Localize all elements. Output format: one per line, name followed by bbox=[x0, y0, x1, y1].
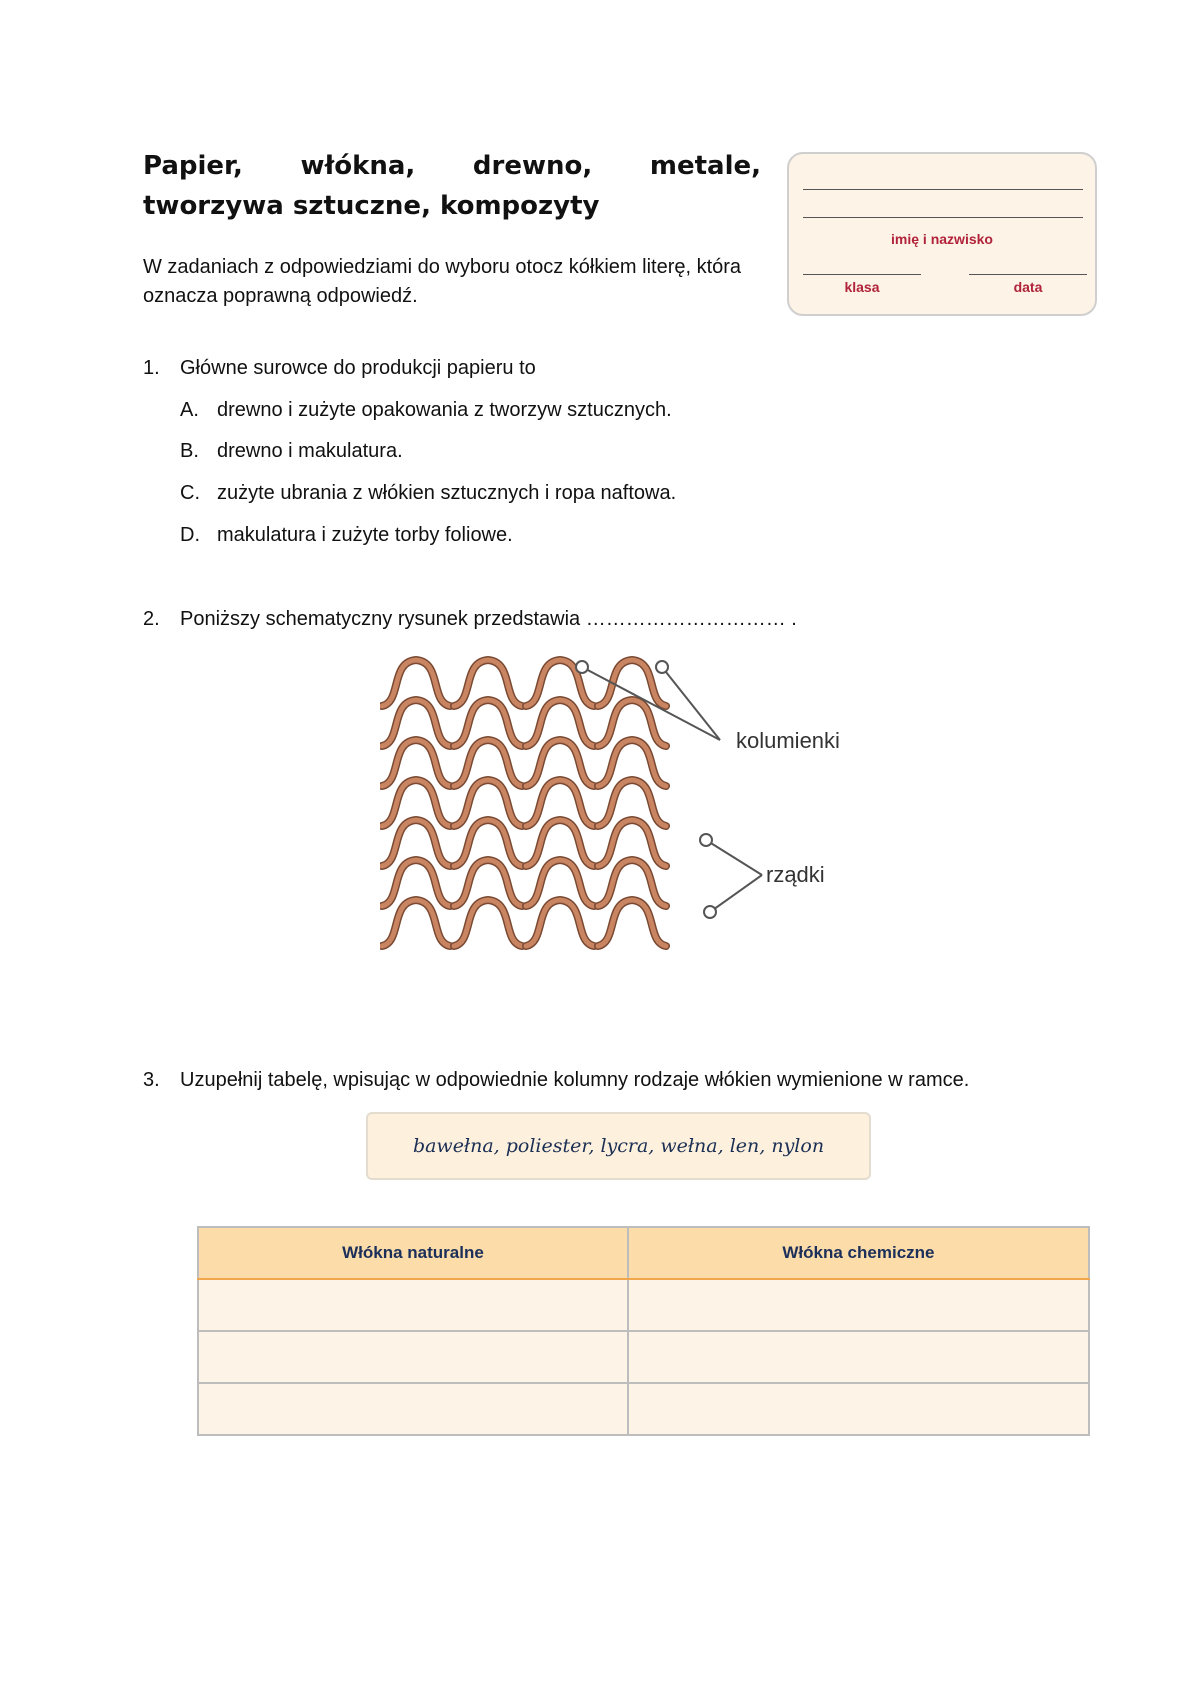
question-number: 1. bbox=[143, 357, 160, 379]
yarn-loop bbox=[382, 900, 450, 946]
table-row bbox=[198, 1279, 1089, 1331]
answer-cell-natural[interactable] bbox=[198, 1279, 628, 1331]
table-header-row bbox=[198, 1227, 1089, 1279]
yarn-loops bbox=[382, 660, 666, 946]
instruction-text: W zadaniach z odpowiedziami do wyboru otocz kółkiem literę, która oznacza poprawną odpowiedź. bbox=[143, 256, 742, 307]
page-title: Papier, włókna, drewno, metale, tworzywa sztuczne, kompozyty bbox=[143, 151, 761, 221]
option-text: zużyte ubrania z włókien sztucznych i ropa naftowa. bbox=[217, 482, 677, 504]
option-letter: D. bbox=[180, 524, 200, 546]
header-chemical-fibers: Włókna chemiczne bbox=[628, 1227, 1089, 1279]
question-text: Główne surowce do produkcji papieru to bbox=[180, 357, 536, 379]
class-label: klasa bbox=[844, 279, 880, 295]
date-line[interactable] bbox=[969, 274, 1087, 275]
question-text: Uzupełnij tabelę, wpisując w odpowiednie kolumny rodzaje włókien wymienione w ramce. bbox=[180, 1069, 970, 1091]
answer-cell-chemical[interactable] bbox=[628, 1279, 1089, 1331]
answer-cell-chemical[interactable] bbox=[628, 1383, 1089, 1435]
name-label: imię i nazwisko bbox=[891, 231, 993, 247]
header-natural-fibers: Włókna naturalne bbox=[198, 1227, 628, 1279]
yarn-loop bbox=[526, 900, 594, 946]
option-letter: A. bbox=[180, 399, 199, 421]
option-letter: C. bbox=[180, 482, 200, 504]
name-line-2[interactable] bbox=[803, 217, 1083, 218]
fibers-table bbox=[197, 1226, 1090, 1436]
option-text: drewno i makulatura. bbox=[217, 440, 403, 462]
question-number: 2. bbox=[143, 608, 160, 630]
name-line-1[interactable] bbox=[803, 189, 1083, 190]
date-label: data bbox=[1013, 279, 1043, 295]
class-line[interactable] bbox=[803, 274, 921, 275]
student-info-box bbox=[787, 152, 1097, 316]
option-text: makulatura i zużyte torby foliowe. bbox=[217, 524, 513, 546]
label-columns: kolumienki bbox=[736, 728, 840, 753]
table-row bbox=[198, 1383, 1089, 1435]
question-1 bbox=[143, 354, 1043, 382]
annotation-lines bbox=[582, 667, 762, 912]
yarn-loop bbox=[454, 900, 522, 946]
word-bank-box: bawełna, poliester, lycra, wełna, len, nylon bbox=[366, 1112, 871, 1180]
option-text: drewno i zużyte opakowania z tworzyw sztucznych. bbox=[217, 399, 672, 421]
question-2 bbox=[143, 605, 1043, 633]
table-row bbox=[198, 1331, 1089, 1383]
knit-fabric-diagram bbox=[380, 650, 900, 1010]
answer-cell-chemical[interactable] bbox=[628, 1331, 1089, 1383]
label-rows: rządki bbox=[766, 862, 825, 887]
question-text: Poniższy schematyczny rysunek przedstawia ………………………… . bbox=[180, 608, 797, 630]
option-letter: B. bbox=[180, 440, 199, 462]
question-3 bbox=[143, 1066, 1093, 1094]
yarn-loop bbox=[598, 900, 666, 946]
question-number: 3. bbox=[143, 1069, 160, 1091]
answer-cell-natural[interactable] bbox=[198, 1331, 628, 1383]
answer-cell-natural[interactable] bbox=[198, 1383, 628, 1435]
